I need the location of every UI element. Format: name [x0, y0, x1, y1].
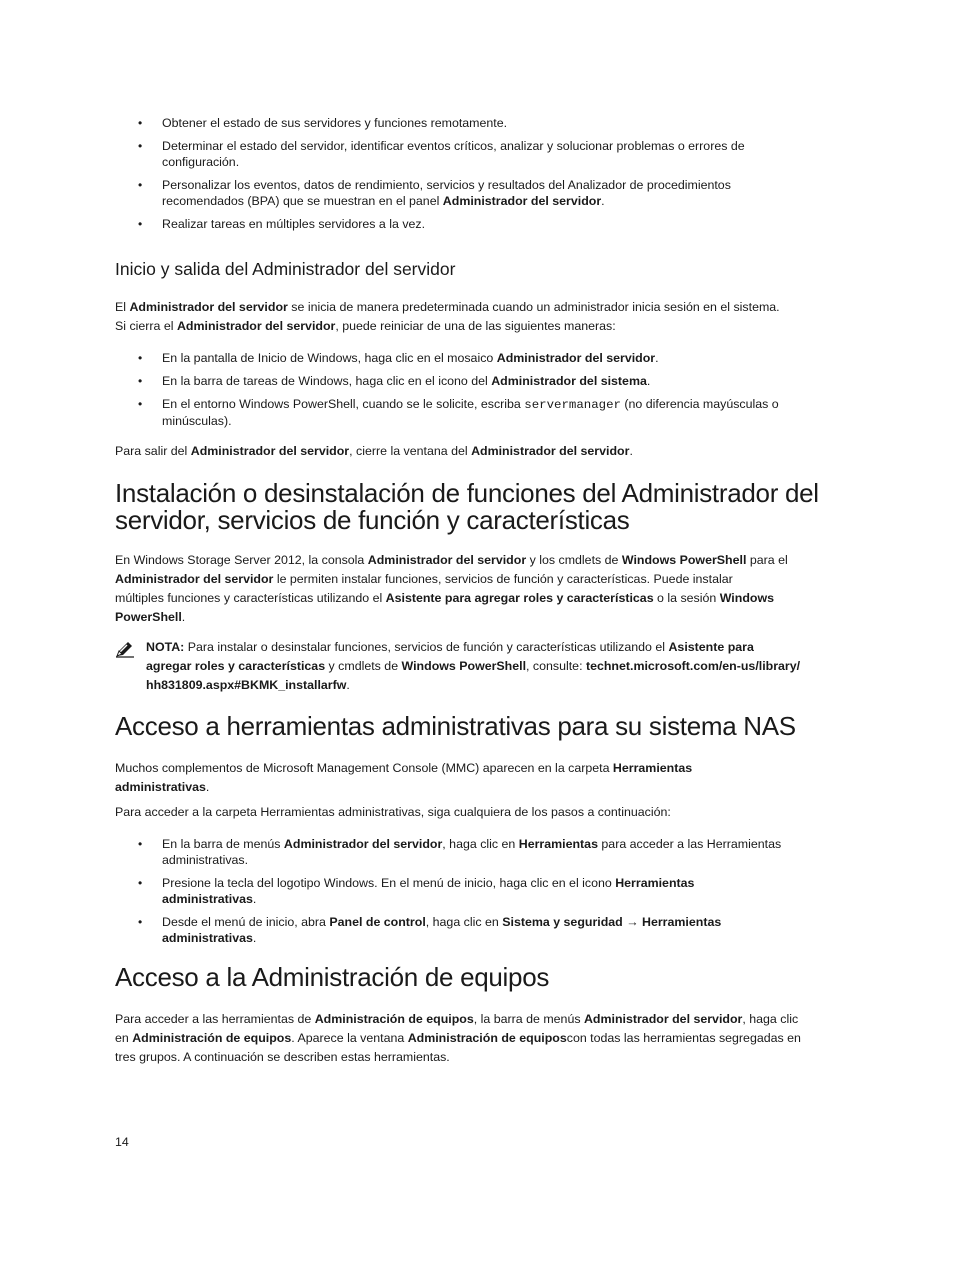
nas-bullet-list: [115, 836, 815, 946]
bullet-icon: •: [138, 178, 143, 192]
section-heading-inicio: Inicio y salida del Administrador del servidor: [115, 259, 456, 279]
paragraph-nas-2: Para acceder a la carpeta Herramientas administrativas, siga cualquiera de los pasos a continuación:: [115, 805, 671, 819]
code-servermanager: servermanager: [524, 398, 621, 412]
list-item: • En la barra de menús Administrador del servidor, haga clic en Herramientas para acceder a las Herramientas administrativas.: [138, 837, 782, 867]
list-item: • Desde el menú de inicio, abra Panel de control, haga clic en Sistema y seguridad → Herramientas administrativas.: [138, 915, 722, 945]
bullet-icon: •: [138, 876, 143, 890]
bullet-icon: •: [138, 915, 143, 929]
paragraph-instalacion-1: En Windows Storage Server 2012, la consola Administrador del servidor y los cmdlets de Windows PowerShell para el Administrador del servidor le permiten instalar funciones, servicios de función y características. Puede instalar múltiples funciones y características utilizando el Asistente para agregar roles y características o la sesión Windows PowerShell.: [115, 553, 788, 624]
pencil-note-icon: [115, 640, 135, 658]
bullet-icon: •: [138, 139, 143, 153]
list-item: • Realizar tareas en múltiples servidores a la vez.: [138, 217, 426, 231]
paragraph-inicio-1: El Administrador del servidor se inicia de manera predeterminada cuando un administrador inicia sesión en el sistema. Si cierra el Administrador del servidor, puede reiniciar de una de las siguientes maneras:: [115, 300, 780, 333]
inicio-bullet-list: [115, 350, 815, 429]
bullet-icon: •: [138, 351, 143, 365]
section-heading-instalacion: Instalación o desinstalación de funciones del Administrador del servidor, servicios de función y características: [115, 478, 819, 535]
list-item: • En la barra de tareas de Windows, haga clic en el icono del Administrador del sistema.: [138, 374, 651, 388]
paragraph-inicio-2: Para salir del Administrador del servidor, cierre la ventana del Administrador del servidor.: [115, 444, 633, 458]
bullet-icon: •: [138, 116, 143, 130]
section-heading-acceso-nas: Acceso a herramientas administrativas para su sistema NAS: [115, 711, 796, 741]
list-item: • En la pantalla de Inicio de Windows, haga clic en el mosaico Administrador del servidor.: [138, 351, 659, 365]
bullet-icon: •: [138, 397, 143, 411]
paragraph-nas-1: Muchos complementos de Microsoft Management Console (MMC) aparecen en la carpeta Herramientas administrativas.: [115, 761, 693, 794]
page-number: 14: [115, 1135, 129, 1149]
list-item: • Obtener el estado de sus servidores y funciones remotamente.: [138, 116, 508, 130]
list-item: • En el entorno Windows PowerShell, cuando se le solicite, escriba servermanager (no diferencia mayúsculas o minúsculas).: [138, 397, 779, 428]
bullet-icon: •: [138, 217, 143, 231]
intro-bullet-list: [115, 115, 815, 232]
list-item: • Determinar el estado del servidor, identificar eventos críticos, analizar y solucionar problemas o errores de configuración.: [138, 139, 745, 169]
list-item: • Presione la tecla del logotipo Windows. En el menú de inicio, haga clic en el icono Herramientas administrativas.: [138, 876, 695, 906]
note-paragraph: NOTA: Para instalar o desinstalar funciones, servicios de función y características utilizando el Asistente para agregar roles y características y cmdlets de Windows PowerShell, consulte: technet.microsoft.com/en-us/library/ hh831809.aspx#BKMK_installarfw.: [146, 640, 801, 692]
paragraph-equipos-1: Para acceder a las herramientas de Administración de equipos, la barra de menús Administrador del servidor, haga clic en Administración de equipos. Aparece la ventana Administración de equiposcon todas las herramientas segregadas en tres grupos. A continuación se describen estas herramientas.: [115, 1012, 801, 1064]
list-item: • Personalizar los eventos, datos de rendimiento, servicios y resultados del Analizador de procedimientos recomendados (BPA) que se muestran en el panel Administrador del servidor.: [138, 178, 731, 208]
note-link: technet.microsoft.com/en-us/library/: [585, 659, 801, 673]
note-label: NOTA:: [146, 640, 185, 654]
bullet-icon: •: [138, 374, 143, 388]
note-link-cont: hh831809.aspx#BKMK_installarfw: [146, 678, 347, 692]
bullet-icon: •: [138, 837, 143, 851]
section-heading-equipos: Acceso a la Administración de equipos: [115, 962, 550, 992]
